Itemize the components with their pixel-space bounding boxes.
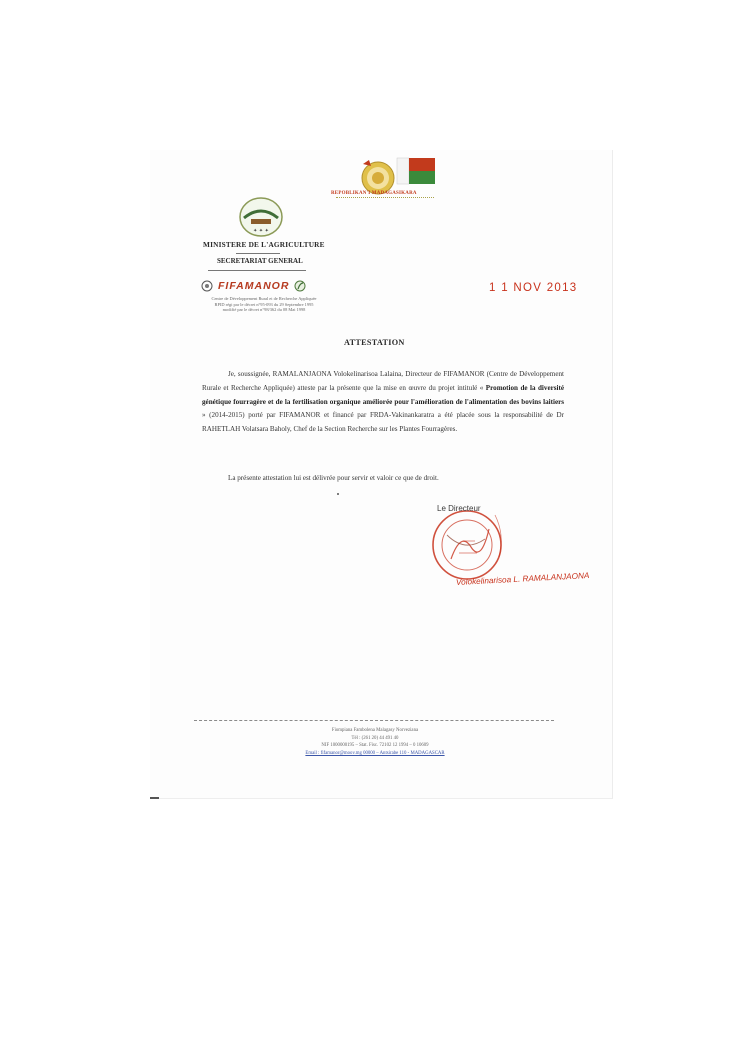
divider (208, 270, 306, 271)
attestation-body (202, 368, 564, 437)
project-title: Promotion de la diversité génétique fourragère et de la fertilisation organique améliorée pour l'amélioration de l'alimentation des bovins laitiers (202, 383, 564, 406)
signatory-role: Le Directeur (437, 504, 481, 513)
body-text: (Centre de Développement Rurale et Recherche Appliquée) atteste par la présente que la mise en (202, 370, 564, 392)
signatory-name: Volokelinarisoa L. RAMALANJAONA (455, 571, 590, 587)
body-text: » (2014-2015) porté par FIFAMANOR et financé par FRDA-Vakinankaratra a été placée sous la responsabilité de Dr RAHETLAH Volatsara Baholy, Chef de la Section Recherche sur les Plantes Fourragères. (202, 411, 564, 434)
leaf-emblem-icon (294, 280, 306, 292)
footer-line: Fiompiana Fambolena Malagasy Norveziana (331, 728, 419, 733)
republic-motto-line (336, 197, 434, 201)
address-line: Centre de Développement Rural et de Recherche Appliquée (211, 296, 317, 301)
address-line: modifié par le décret n°98/362 du 08 Mai 1998 (222, 307, 306, 313)
svg-text:✦ ✦ ✦: ✦ ✦ ✦ (253, 228, 269, 234)
secretariat-name: SECRETARIAT GENERAL (217, 257, 303, 265)
closing-sentence: La présente attestation lui est délivrée pour servir et valoir ce que de droit. (228, 474, 439, 482)
ministry-logo-icon (234, 196, 288, 240)
divider (236, 253, 280, 254)
fifamanor-emblem-icon (201, 280, 213, 292)
fifamanor-name: FIFAMANOR (218, 280, 290, 292)
footer-line: Tél : (261 20) 44 491 40 (351, 735, 399, 741)
footer-email-line[interactable]: Email : fifamanor@moov.mg 00000 – Antsirabe 110 - MADAGASCAR (305, 750, 445, 756)
footer (250, 727, 500, 757)
ministry-name: MINISTERE DE L'AGRICULTURE (203, 240, 325, 249)
address-line: RPID régi par le décret n°95-093 du 29 Septembre 1995 (214, 301, 314, 307)
document-title: ATTESTATION (344, 338, 405, 347)
body-text: œuvre du projet intitulé « (408, 383, 486, 392)
republic-text: REPOBLIKAN'I MADAGASIKARA (331, 191, 417, 196)
footer-line: NIF 1000000195 – Stat. Fisc. 72102 12 1994 – 0 10609 (321, 743, 429, 749)
fifamanor-logo-row (201, 279, 306, 293)
fifamanor-address (188, 296, 340, 313)
date-stamp: 1 1 NOV 2013 (489, 282, 578, 294)
scan-edge-mark (150, 797, 159, 799)
footer-divider (194, 720, 554, 721)
ink-dot (337, 493, 339, 495)
body-text: Je, soussignée, RAMALANJAONA Volokelinarisoa Lalaina, Directeur de FIFAMANOR (228, 370, 485, 378)
